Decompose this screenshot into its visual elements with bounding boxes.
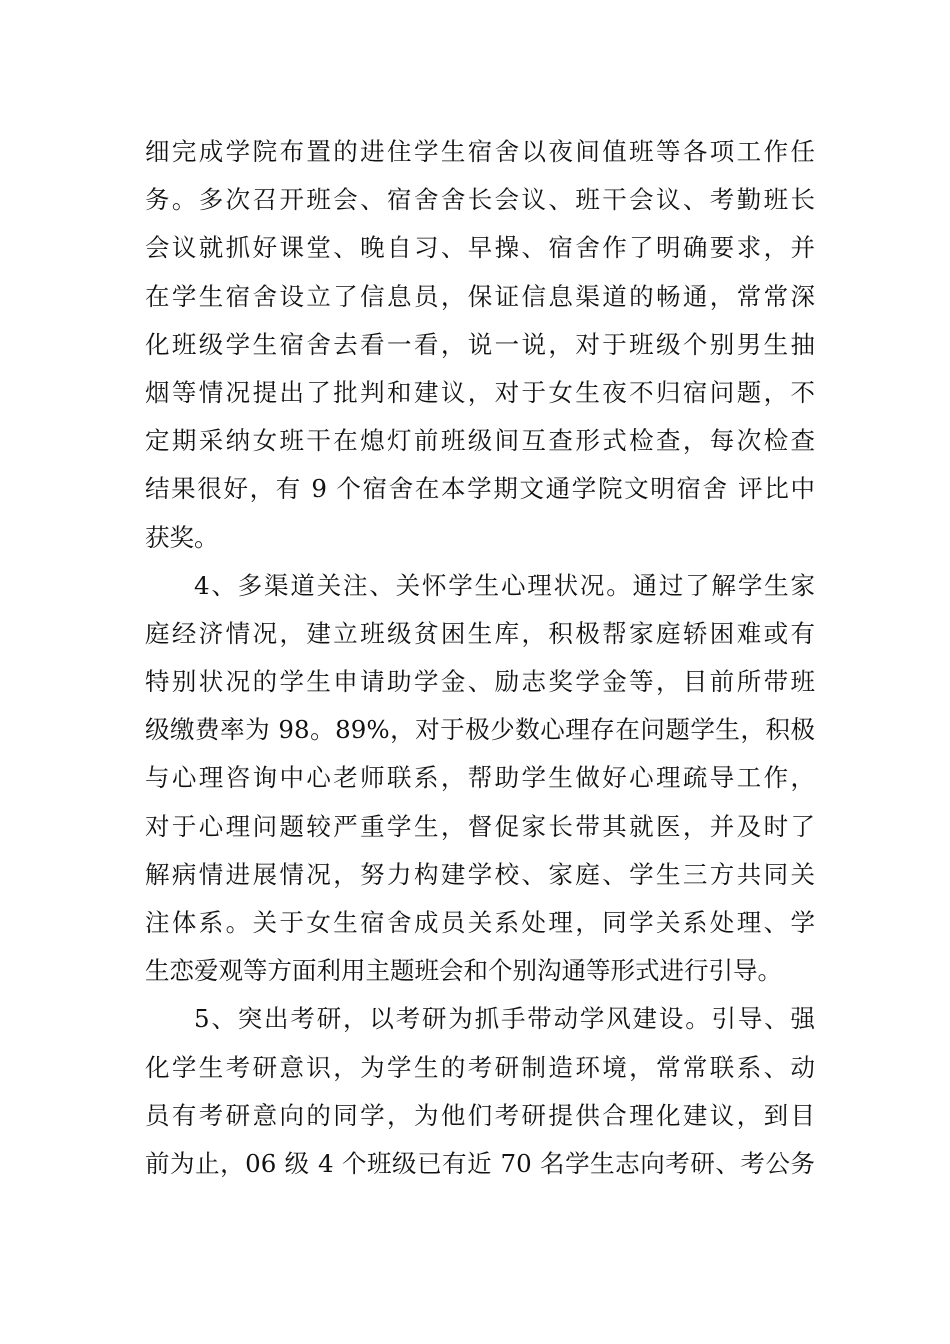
text-line: 对于心理问题较严重学生，督促家长带其就医，并及时了 [145, 811, 815, 841]
text-line: 注体系。关于女生宿舍成员关系处理，同学关系处理、学 [145, 908, 815, 937]
paragraph-5-start: 5、突出考研，以考研为抓手带动学风建设。引导、强 [194, 1004, 815, 1034]
text-line: 会议就抓好课堂、晚自习、早操、宿舍作了明确要求，并 [145, 233, 815, 263]
text-line: 员有考研意向的同学，为他们考研提供合理化建议，到目 [145, 1100, 815, 1130]
text-line: 与心理咨询中心老师联系，帮助学生做好心理疏导工作， [145, 763, 815, 793]
text-line: 庭经济情况，建立班级贫困生库，积极帮家庭轿困难或有 [145, 618, 815, 648]
text-line: 结果很好，有 9 个宿舍在本学期文通学院文明宿舍 评比中 [145, 474, 815, 504]
text-line: 务。多次召开班会、宿舍舍长会议、班干会议、考勤班长 [145, 185, 815, 215]
text-line: 前为止，06 级 4 个班级已有近 70 名学生志向考研、考公务 [145, 1148, 815, 1178]
paragraph-4-start: 4、多渠道关注、关怀学生心理状况。通过了解学生家 [194, 570, 815, 600]
body-text [145, 128, 815, 1188]
text-line: 定期采纳女班干在熄灯前班级间互查形式检查，每次检查 [145, 426, 815, 456]
text-line: 化学生考研意识，为学生的考研制造环境，常常联系、动 [145, 1052, 815, 1082]
text-line: 级缴费率为 98。89%，对于极少数心理存在问题学生，积极 [145, 715, 815, 745]
text-line: 细完成学院布置的进住学生宿舍以夜间值班等各项工作任 [145, 137, 815, 166]
text-line: 化班级学生宿舍去看一看，说一说，对于班级个别男生抽 [145, 329, 815, 359]
text-line: 特别状况的学生申请助学金、励志奖学金等，目前所带班 [145, 667, 815, 697]
text-line: 获奖。 [145, 522, 219, 552]
text-line: 生恋爱观等方面利用主题班会和个别沟通等形式进行引导。 [145, 956, 782, 986]
text-line: 烟等情况提出了批判和建议，对于女生夜不归宿问题，不 [145, 377, 815, 407]
text-line: 解病情进展情况，努力构建学校、家庭、学生三方共同关 [145, 859, 815, 889]
text-line: 在学生宿舍设立了信息员，保证信息渠道的畅通，常常深 [145, 281, 815, 311]
